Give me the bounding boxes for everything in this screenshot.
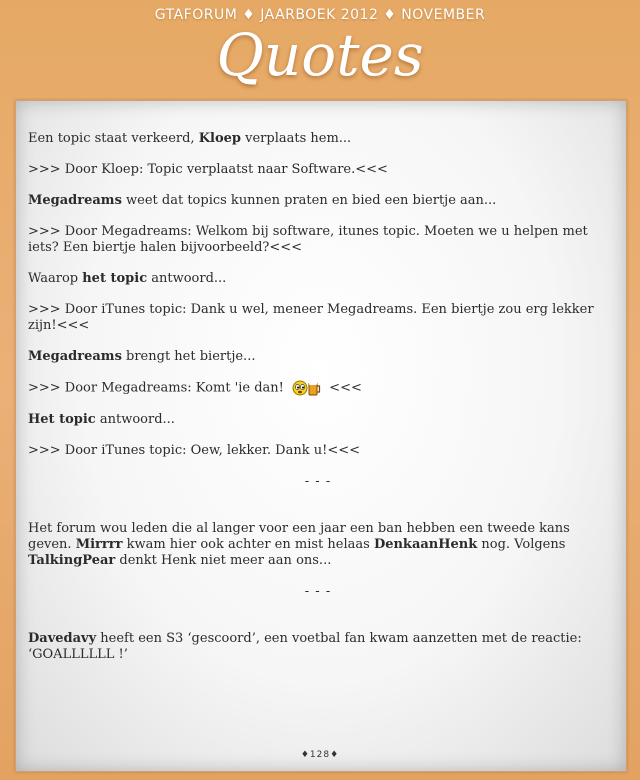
beer-smiley-icon (292, 380, 322, 396)
quote-line: >>> Door Megadreams: Komt 'ie dan! <<< (28, 380, 362, 396)
quote-line: >>> Door iTunes topic: Oew, lekker. Dank u!<<< (28, 442, 361, 458)
quote-line: Megadreams weet dat topics kunnen praten en bied een biertje aan... (28, 193, 497, 208)
separator: - - - (304, 473, 332, 489)
forum-paragraph: Het forum wou leden die al langer voor een jaar een ban hebben een tweede kans geven. Mirrrr kwam hier ook achter en mist helaas DenkaanHenk nog. Volgens TalkingPear denkt Henk niet meer aan ons... (28, 520, 570, 568)
quote-line: >>> Door Megadreams: Welkom bij software, itunes topic. Moeten we u helpen met iets? Een biertje halen bijvoorbeeld?<<< (28, 224, 588, 255)
article-body (28, 131, 608, 678)
quote-line: Megadreams brengt het biertje... (28, 349, 256, 364)
quote-line: >>> Door Kloep: Topic verplaatst naar Software.<<< (28, 162, 388, 177)
header-subtitle: GTAFORUM ♦ JAARBOEK 2012 ♦ NOVEMBER (154, 7, 486, 23)
davedavy-paragraph: Davedavy heeft een S3 ‘gescoord’, een voetbal fan kwam aanzetten met de reactie: ‘GOALLLLLL !’ (28, 630, 582, 662)
quote-line: >>> Door iTunes topic: Dank u wel, meneer Megadreams. Een biertje zou erg lekker zijn!<<< (28, 302, 594, 333)
page-number: ♦128♦ (300, 750, 340, 760)
quote-line: Een topic staat verkeerd, Kloep verplaats hem... (28, 131, 352, 146)
page-title: Quotes (216, 21, 424, 89)
quote-line: Waarop het topic antwoord... (28, 271, 227, 286)
separator: - - - (304, 583, 332, 599)
quote-line: Het topic antwoord... (28, 411, 175, 427)
